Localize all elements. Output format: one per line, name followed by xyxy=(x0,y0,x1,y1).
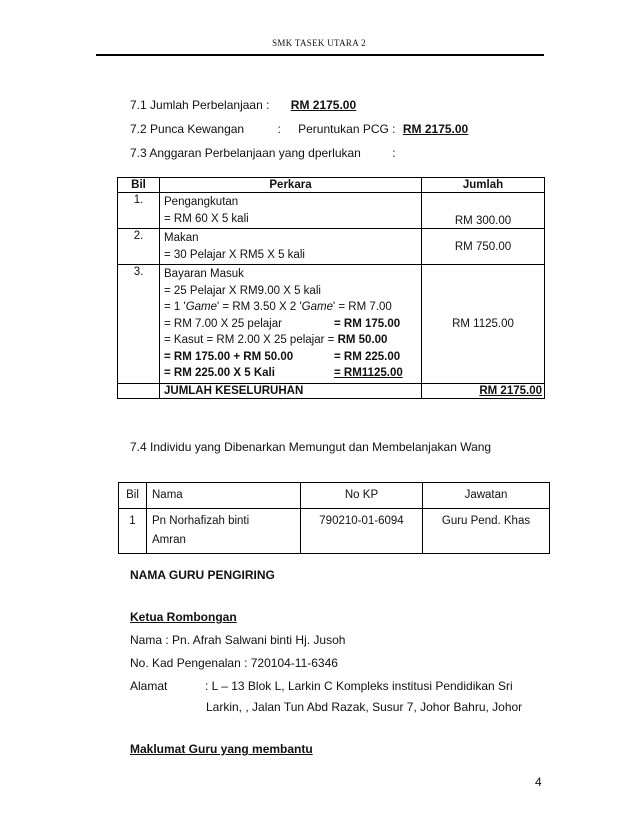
auth-row-nama xyxy=(147,509,301,554)
line-7-3 xyxy=(130,146,396,160)
line-7-3-sep: : xyxy=(392,146,396,160)
row-3-line-3-c: ' = RM 7.00 xyxy=(332,301,392,313)
section-7-4-title: 7.4 Individu yang Dibenarkan Memungut dan Membelanjakan Wang xyxy=(130,440,492,454)
auth-row-jawatan: Guru Pend. Khas xyxy=(423,509,550,554)
maklumat-guru-heading: Maklumat Guru yang membantu xyxy=(130,742,313,756)
row-3-line-3-b: ' = RM 3.50 X 2 ' xyxy=(217,301,302,313)
line-7-2-value: RM 2175.00 xyxy=(402,122,469,136)
auth-header-bil: Bil xyxy=(119,483,147,509)
alamat-line-1: : L – 13 Blok L, Larkin C Kompleks institusi Pendidikan Sri xyxy=(205,679,513,693)
row-3-line-5-b: RM 50.00 xyxy=(337,334,388,346)
total-value: RM 2175.00 xyxy=(422,383,545,398)
row-3-line-5 xyxy=(164,332,417,349)
line-7-2-sep: : xyxy=(277,122,281,136)
kp-line: No. Kad Pengenalan : 720104-11-6346 xyxy=(130,656,338,670)
row-3-line-6 xyxy=(164,349,417,366)
row-2-bil: 2. xyxy=(118,229,160,265)
header-rule xyxy=(96,54,544,56)
row-3-line-3-a: = 1 ' xyxy=(164,301,186,313)
table-row xyxy=(118,229,545,265)
auth-row-nama-1: Pn Norhafizah binti xyxy=(152,515,250,527)
nama-line: Nama : Pn. Afrah Salwani binti Hj. Jusoh xyxy=(130,633,346,647)
table-row xyxy=(118,265,545,384)
row-3-line-6-a: = RM 175.00 + RM 50.00 xyxy=(164,350,294,363)
row-1-perkara xyxy=(160,193,422,229)
page-header: SMK TASEK UTARA 2 xyxy=(272,38,366,48)
line-7-2 xyxy=(130,122,468,136)
row-3-line-1: Bayaran Masuk xyxy=(164,268,244,280)
alamat-label: Alamat xyxy=(130,679,168,693)
row-3-line-4-a: = RM 7.00 X 25 pelajar xyxy=(164,317,282,330)
auth-header-jawatan: Jawatan xyxy=(423,483,550,509)
auth-row-bil: 1 xyxy=(119,509,147,554)
budget-header-jumlah: Jumlah xyxy=(422,178,545,193)
line-7-1-value: RM 2175.00 xyxy=(290,98,357,112)
alamat-line-2: Larkin, , Jalan Tun Abd Razak, Susur 7, Johor Bahru, Johor xyxy=(206,700,523,714)
row-3-line-4-b: = RM 175.00 xyxy=(334,317,401,330)
budget-header-bil: Bil xyxy=(118,178,160,193)
row-2-line-2: = 30 Pelajar X RM5 X 5 kali xyxy=(164,248,305,261)
table-row xyxy=(118,193,545,229)
line-7-1 xyxy=(130,98,356,112)
ketua-rombongan-heading: Ketua Rombongan xyxy=(130,610,237,624)
row-1-jumlah: RM 300.00 xyxy=(422,193,545,229)
authorized-person-table xyxy=(118,482,550,554)
row-3-jumlah: RM 1125.00 xyxy=(422,265,545,384)
row-3-line-3 xyxy=(164,299,417,316)
line-7-1-label: 7.1 Jumlah Perbelanjaan : xyxy=(130,98,270,112)
page-number: 4 xyxy=(535,775,542,789)
line-7-3-label: 7.3 Anggaran Perbelanjaan yang dperlukan xyxy=(130,146,361,160)
row-1-line-1: Pengangkutan xyxy=(164,196,239,208)
line-7-2-source: Peruntukan PCG : xyxy=(298,122,396,136)
row-2-jumlah: RM 750.00 xyxy=(422,229,545,265)
budget-header-row xyxy=(118,178,545,193)
auth-row-nama-2: Amran xyxy=(152,534,186,546)
guru-pengiring-heading: NAMA GURU PENGIRING xyxy=(130,568,275,582)
row-2-line-1: Makan xyxy=(164,232,199,244)
auth-header-nama: Nama xyxy=(147,483,301,509)
budget-header-perkara: Perkara xyxy=(160,178,422,193)
row-3-bil: 3. xyxy=(118,265,160,384)
row-3-line-7-a: = RM 225.00 X 5 Kali xyxy=(164,367,275,379)
row-3-line-4 xyxy=(164,316,417,333)
auth-header-nokp: No KP xyxy=(301,483,423,509)
total-bil-empty xyxy=(118,383,160,398)
row-3-line-6-b: = RM 225.00 xyxy=(334,350,401,363)
total-label: JUMLAH KESELURUHAN xyxy=(160,383,422,398)
row-3-perkara xyxy=(160,265,422,384)
authorized-header-row xyxy=(119,483,550,509)
row-3-line-3-game-2: Game xyxy=(301,301,333,313)
table-row xyxy=(119,509,550,554)
row-3-line-2: = 25 Pelajar X RM9.00 X 5 kali xyxy=(164,284,321,297)
row-2-perkara xyxy=(160,229,422,265)
budget-table xyxy=(117,177,545,399)
row-3-line-7-b: = RM1125.00 xyxy=(334,367,403,379)
row-3-line-3-game-1: Game xyxy=(185,301,218,313)
budget-total-row xyxy=(118,383,545,398)
line-7-2-label: 7.2 Punca Kewangan xyxy=(130,122,245,136)
row-1-bil: 1. xyxy=(118,193,160,229)
auth-row-nokp: 790210-01-6094 xyxy=(301,509,423,554)
row-1-line-2: = RM 60 X 5 kali xyxy=(164,212,249,225)
row-3-line-5-a: = Kasut = RM 2.00 X 25 pelajar = xyxy=(164,334,335,346)
row-3-line-7 xyxy=(164,365,417,382)
